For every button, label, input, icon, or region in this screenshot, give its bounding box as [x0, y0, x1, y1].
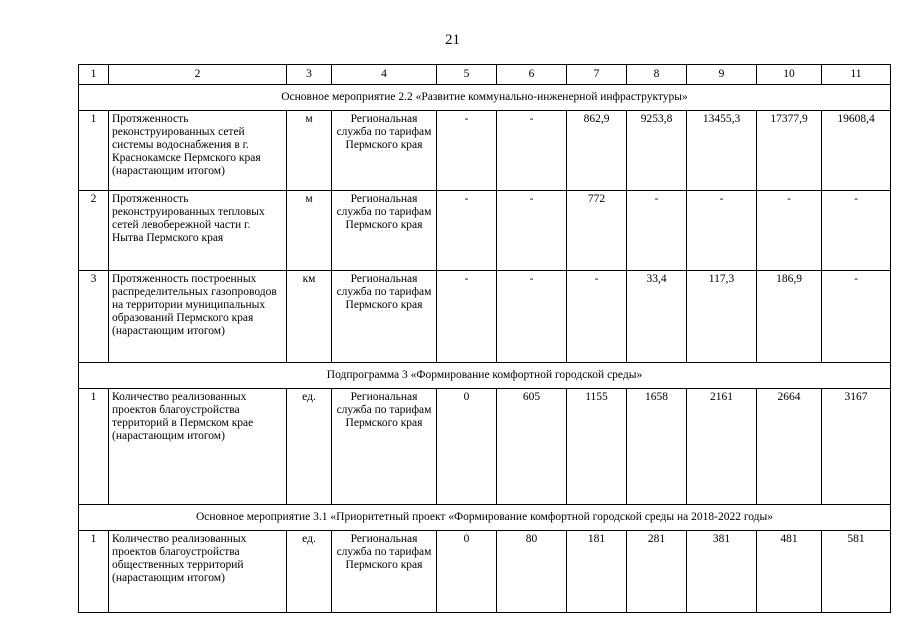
value-cell: 481 [757, 531, 822, 613]
value-cell: - [822, 191, 891, 271]
value-cell: 186,9 [757, 271, 822, 363]
indicator-name: Протяженность реконструированных сетей системы водоснабжения в г. Краснокамске Пермского края (нарастающим итогом) [109, 111, 287, 191]
responsible-org: Региональная служба по тарифам Пермского края [332, 271, 437, 363]
table-row [79, 191, 891, 271]
row-number: 3 [79, 271, 109, 363]
table-body [79, 65, 891, 613]
table-row [79, 271, 891, 363]
value-cell: - [437, 271, 497, 363]
responsible-org: Региональная служба по тарифам Пермского края [332, 111, 437, 191]
value-cell: 0 [437, 531, 497, 613]
value-cell: 2664 [757, 389, 822, 505]
value-cell: 862,9 [567, 111, 627, 191]
value-cell: 381 [687, 531, 757, 613]
section-title: Основное мероприятие 3.1 «Приоритетный проект «Формирование комфортной городской среды на 2018-2022 годы» [79, 505, 891, 531]
indicators-table [78, 64, 891, 613]
section-title: Подпрограмма 3 «Формирование комфортной городской среды» [79, 363, 891, 389]
column-number: 1 [79, 65, 109, 85]
value-cell: 80 [497, 531, 567, 613]
responsible-org: Региональная служба по тарифам Пермского края [332, 389, 437, 505]
value-cell: 2161 [687, 389, 757, 505]
responsible-org: Региональная служба по тарифам Пермского края [332, 531, 437, 613]
column-number: 2 [109, 65, 287, 85]
indicator-name: Протяженность реконструированных тепловых сетей левобережной части г. Нытва Пермского края [109, 191, 287, 271]
column-number: 6 [497, 65, 567, 85]
value-cell: - [567, 271, 627, 363]
column-number-row [79, 65, 891, 85]
value-cell: - [497, 271, 567, 363]
value-cell: 33,4 [627, 271, 687, 363]
value-cell: - [757, 191, 822, 271]
indicator-name: Количество реализованных проектов благоустройства общественных территорий (нарастающим итогом) [109, 531, 287, 613]
unit-cell: км [287, 271, 332, 363]
table-row [79, 531, 891, 613]
responsible-org: Региональная служба по тарифам Пермского края [332, 191, 437, 271]
row-number: 1 [79, 111, 109, 191]
value-cell: - [687, 191, 757, 271]
unit-cell: м [287, 111, 332, 191]
row-number: 1 [79, 531, 109, 613]
value-cell: 1658 [627, 389, 687, 505]
value-cell: 9253,8 [627, 111, 687, 191]
value-cell: 3167 [822, 389, 891, 505]
unit-cell: ед. [287, 389, 332, 505]
table-row [79, 111, 891, 191]
unit-cell: ед. [287, 531, 332, 613]
value-cell: - [437, 191, 497, 271]
value-cell: - [497, 191, 567, 271]
table-row [79, 389, 891, 505]
column-number: 10 [757, 65, 822, 85]
section-header-row [79, 363, 891, 389]
page-number: 21 [445, 32, 460, 48]
column-number: 9 [687, 65, 757, 85]
column-number: 4 [332, 65, 437, 85]
value-cell: 605 [497, 389, 567, 505]
value-cell: 0 [437, 389, 497, 505]
column-number: 11 [822, 65, 891, 85]
section-header-row [79, 505, 891, 531]
indicator-name: Протяженность построенных распределительных газопроводов на территории муниципальных образований Пермского края (нарастающим итогом) [109, 271, 287, 363]
unit-cell: м [287, 191, 332, 271]
value-cell: 13455,3 [687, 111, 757, 191]
value-cell: 19608,4 [822, 111, 891, 191]
value-cell: 181 [567, 531, 627, 613]
column-number: 8 [627, 65, 687, 85]
value-cell: 772 [567, 191, 627, 271]
column-number: 7 [567, 65, 627, 85]
indicator-name: Количество реализованных проектов благоустройства территорий в Пермском крае (нарастающим итогом) [109, 389, 287, 505]
column-number: 3 [287, 65, 332, 85]
row-number: 1 [79, 389, 109, 505]
value-cell: 17377,9 [757, 111, 822, 191]
row-number: 2 [79, 191, 109, 271]
value-cell: - [497, 111, 567, 191]
value-cell: 1155 [567, 389, 627, 505]
section-header-row [79, 85, 891, 111]
value-cell: - [437, 111, 497, 191]
value-cell: 581 [822, 531, 891, 613]
section-title: Основное мероприятие 2.2 «Развитие коммунально-инженерной инфраструктуры» [79, 85, 891, 111]
value-cell: - [822, 271, 891, 363]
value-cell: 281 [627, 531, 687, 613]
value-cell: - [627, 191, 687, 271]
value-cell: 117,3 [687, 271, 757, 363]
column-number: 5 [437, 65, 497, 85]
